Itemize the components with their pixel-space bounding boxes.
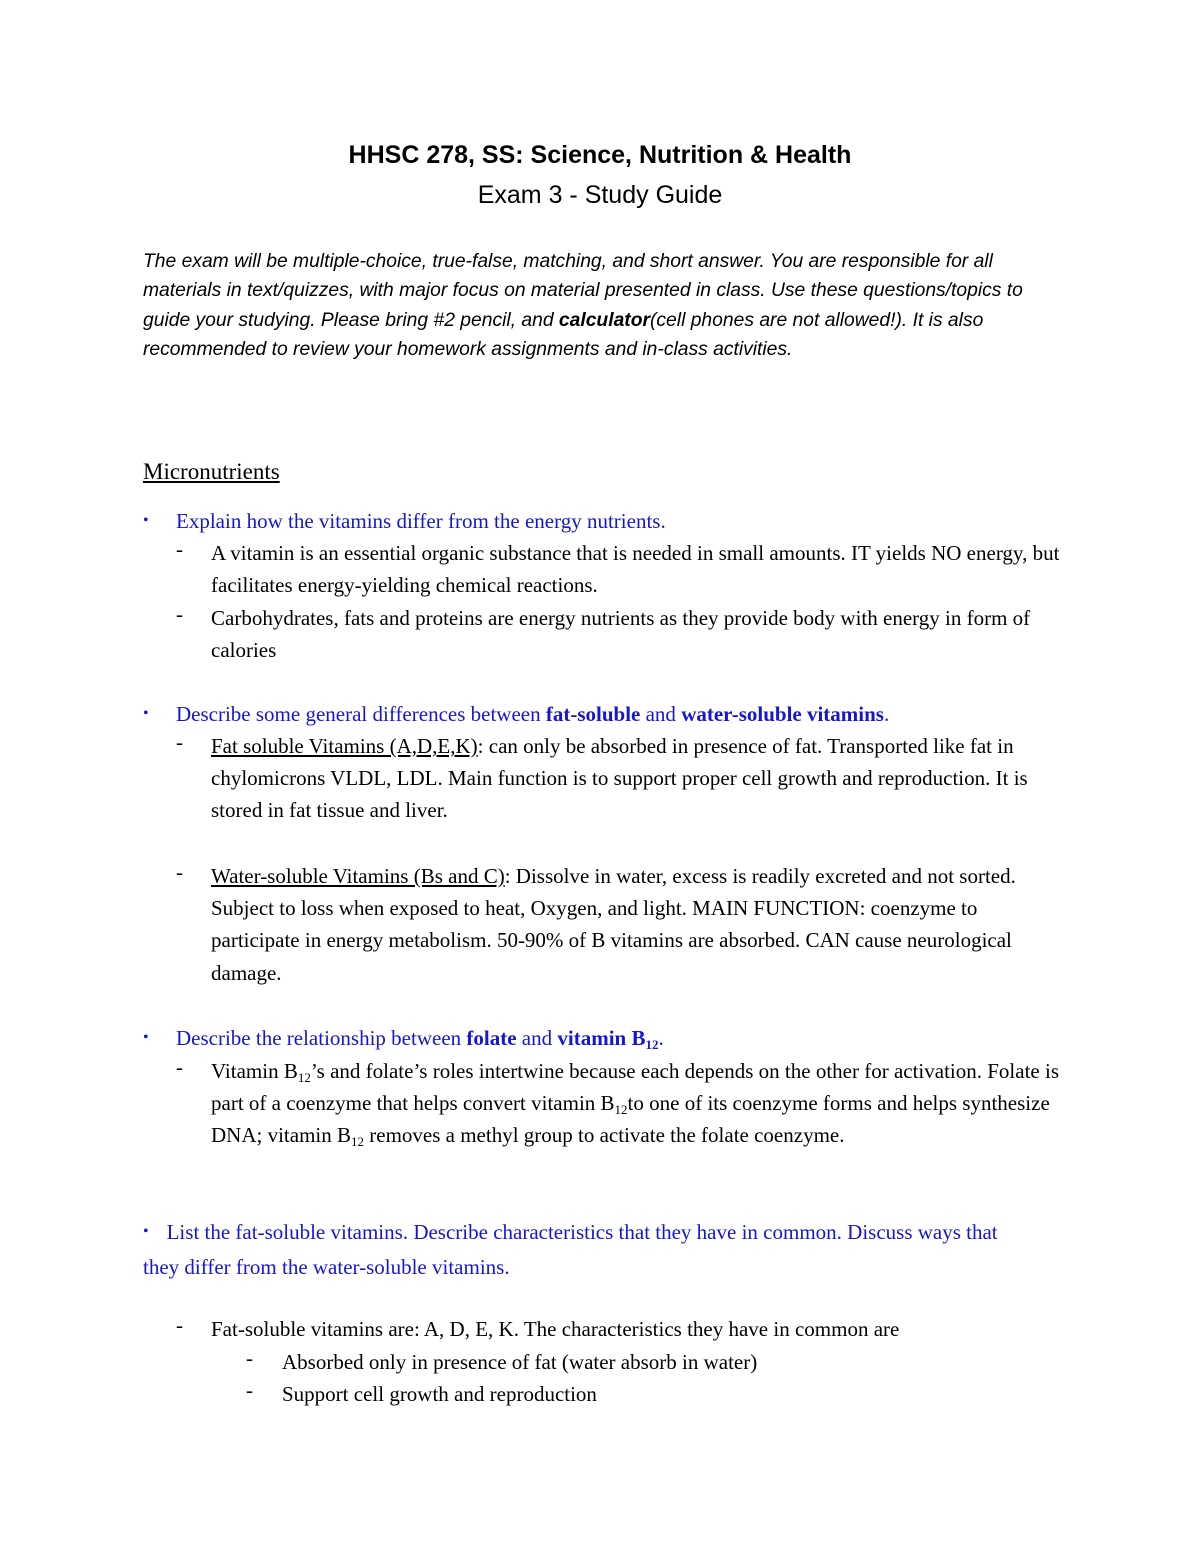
answer-2-1 [211,730,1071,827]
bullet: • [143,512,149,529]
intro-bold-calculator: calculator [558,309,650,331]
question-4 [143,1216,1033,1283]
answer-3-text: Vitamin B [211,1059,298,1083]
question-3-text: and [516,1026,558,1050]
question-3 [176,1022,1076,1054]
document-subtitle: Exam 3 - Study Guide [477,181,723,209]
question-2-text: and [640,702,682,726]
question-4-text: List the fat-soluble vitamins. Describe characteristics that they have in common. Discuss ways that they differ from the water-soluble vitamins. [143,1220,998,1279]
answer-2-2 [211,860,1071,989]
question-1: Explain how the vitamins differ from the energy nutrients. [176,509,666,533]
question-3-bold-1: folate [466,1026,517,1050]
answer-3-text: ’s and folate’s roles intertwine because each depends on the other for activation. Folate is part of a coenzyme that helps convert vitamin B [211,1059,1059,1116]
subscript-12: 12 [351,1134,364,1150]
question-3-text: Describe the relationship between [176,1026,467,1050]
answer-1-1: A vitamin is an essential organic substance that is needed in small amounts. IT yields NO energy, but facilitates energy-yielding chemical reactions. [211,541,1060,598]
answer-1-2: Carbohydrates, fats and proteins are energy nutrients as they provide body with energy in form of calories [211,606,1031,663]
intro-paragraph [143,247,1063,365]
answer-2-1-label: Fat soluble Vitamins (A,D,E,K) [211,734,478,758]
subscript-12: 12 [645,1037,659,1052]
question-2 [176,698,1076,730]
question-2-text: Describe some general differences between [176,702,546,726]
bullet: • [143,705,149,722]
answer-4-1: Fat-soluble vitamins are: A, D, E, K. The characteristics they have in common are [211,1317,900,1341]
answer-4-sub-1: Absorbed only in presence of fat (water absorb in water) [282,1350,758,1374]
question-3-bold-2 [557,1026,658,1050]
dash: - [176,537,183,561]
dash: - [176,1313,183,1337]
dash: - [176,602,183,626]
section-heading: Micronutrients [143,459,280,484]
dash: - [176,860,183,884]
question-3-text: . [658,1026,664,1050]
bullet: • [143,1223,149,1240]
intro-text-1: The exam will be multiple-choice, true-false, matching, and short answer. You are responsible for all materials in text/quizzes, with major focus on material presented in class. Use these questions/topics to guide your studying. Please bring #2 pencil, and [143,251,1023,331]
answer-3-text: removes a methyl group to activate the folate coenzyme. [364,1123,845,1148]
dash: - [176,1055,183,1079]
dash: - [176,730,183,754]
answer-2-1-text: : can only be absorbed in presence of fat. Transported like fat in chylomicrons VLDL, LDL. Main function is to support proper cell growth and reproduction. It is stored in fat tissue and liver. [211,734,1028,823]
dash: - [246,1346,253,1370]
answer-3-text: to one of its coenzyme forms and helps synthesize DNA; vitamin B [211,1091,1050,1148]
question-3-vitamin: vitamin B [557,1026,646,1050]
answer-2-2-label: Water-soluble Vitamins (Bs and C) [211,864,505,888]
answer-4-sub-2: Support cell growth and reproduction [282,1382,597,1406]
document-title: HHSC 278, SS: Science, Nutrition & Health [348,141,852,169]
intro-text-2: (cell phones are not allowed!). It is also recommended to review your homework assignments and in-class activities. [143,309,984,361]
question-2-bold-2: water-soluble vitamins [681,702,884,726]
question-2-bold-1: fat-soluble [545,702,641,726]
answer-3 [211,1055,1071,1152]
subscript-12: 12 [614,1102,628,1118]
subscript-12: 12 [297,1070,311,1085]
bullet: • [143,1029,149,1046]
dash: - [246,1378,253,1402]
question-2-text: . [883,702,890,726]
answer-2-2-text: : Dissolve in water, excess is readily excreted and not sorted. Subject to loss when exposed to heat, Oxygen, and light. MAIN FUNCTION: coenzyme to participate in energy metabolism. 50-90% of B vitamins are absorbed. CAN cause neurological damage. [211,864,1016,985]
